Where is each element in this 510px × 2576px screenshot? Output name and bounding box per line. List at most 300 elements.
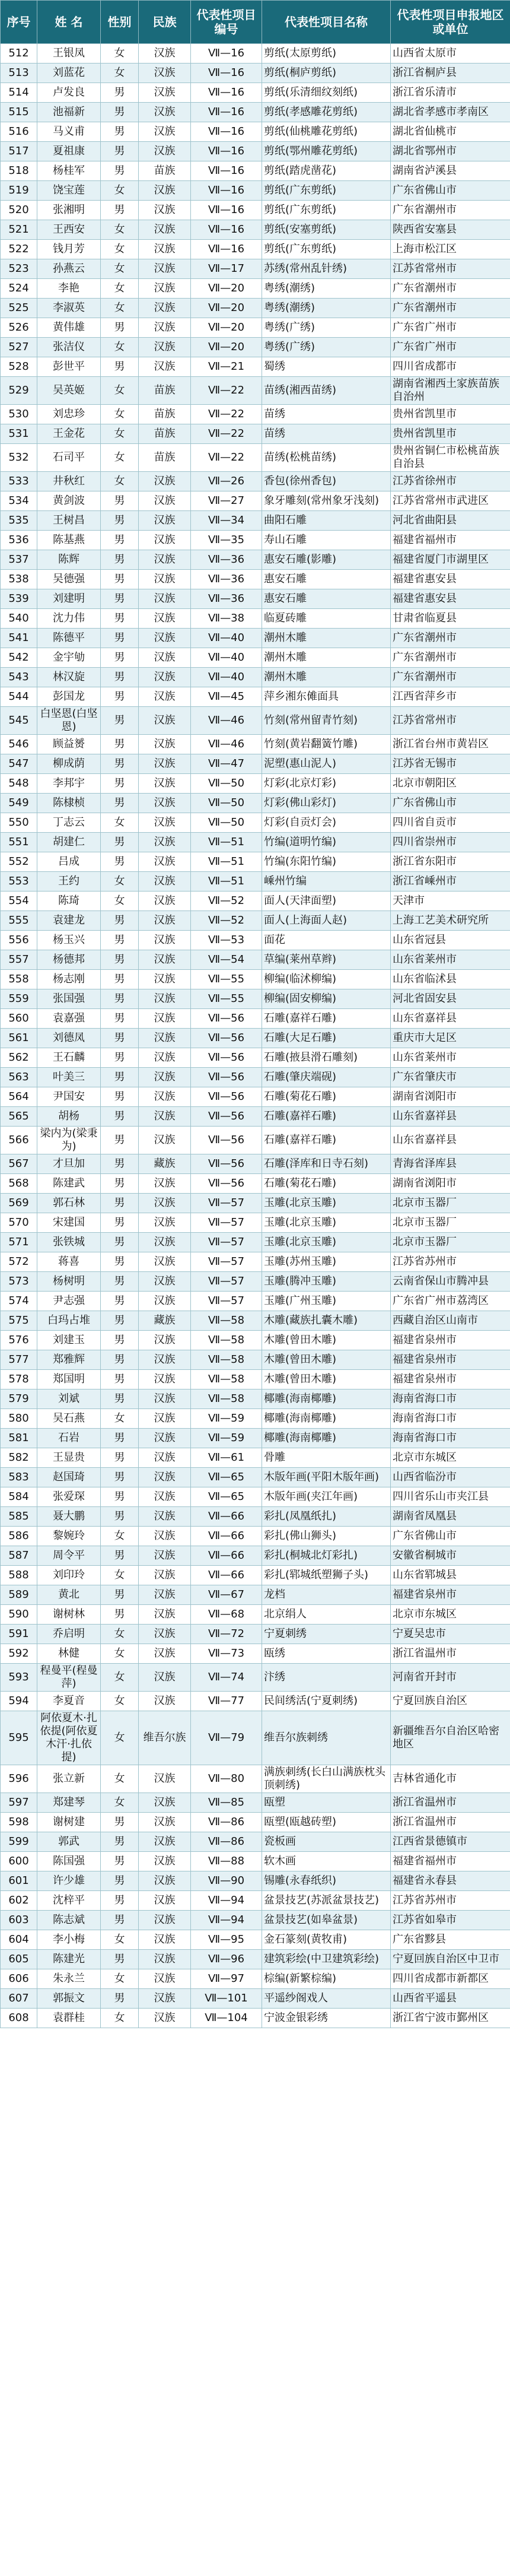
- cell-unit: 浙江省宁波市鄞州区: [391, 2009, 510, 2028]
- cell-unit: 广东省佛山市: [391, 1527, 510, 1546]
- cell-code: Ⅶ—20: [191, 318, 262, 338]
- cell-seq: 599: [1, 1832, 37, 1852]
- cell-gender: 女: [101, 1644, 139, 1664]
- cell-code: Ⅶ—16: [191, 142, 262, 161]
- table-row: [1, 1664, 510, 1692]
- table-row: [1, 1409, 510, 1429]
- table-row: [1, 1350, 510, 1370]
- cell-gender: 男: [101, 1029, 139, 1048]
- cell-code: Ⅶ—27: [191, 491, 262, 511]
- cell-ethnic: 汉族: [139, 774, 191, 794]
- cell-code: Ⅶ—22: [191, 377, 262, 405]
- cell-gender: 女: [101, 338, 139, 357]
- cell-seq: 561: [1, 1029, 37, 1048]
- cell-name: 聂大鹏: [37, 1507, 101, 1527]
- cell-project: 木雕(曾田木雕): [262, 1370, 391, 1389]
- cell-code: Ⅶ—79: [191, 1711, 262, 1765]
- cell-gender: 男: [101, 1871, 139, 1891]
- cell-name: 袁嘉强: [37, 1009, 101, 1029]
- cell-name: 郭振文: [37, 1989, 101, 2009]
- cell-unit: 四川省崇州市: [391, 833, 510, 852]
- cell-seq: 597: [1, 1793, 37, 1813]
- cell-project: 剪纸(乐清细纹刻纸): [262, 83, 391, 103]
- cell-seq: 533: [1, 472, 37, 491]
- cell-project: 苏绣(常州乱针绣): [262, 259, 391, 279]
- cell-project: 灯彩(佛山彩灯): [262, 794, 391, 813]
- cell-name: 周令平: [37, 1546, 101, 1566]
- table-row: [1, 931, 510, 950]
- cell-code: Ⅶ—16: [191, 220, 262, 240]
- table-row: [1, 570, 510, 589]
- cell-name: 柳成荫: [37, 754, 101, 774]
- cell-ethnic: 汉族: [139, 1930, 191, 1950]
- cell-gender: 女: [101, 1793, 139, 1813]
- table-row: [1, 44, 510, 64]
- cell-unit: 新疆维吾尔自治区哈密地区: [391, 1711, 510, 1765]
- cell-name: 金宇劬: [37, 648, 101, 668]
- cell-seq: 548: [1, 774, 37, 794]
- cell-code: Ⅶ—36: [191, 589, 262, 609]
- cell-ethnic: 汉族: [139, 1389, 191, 1409]
- cell-unit: 湖南省浏阳市: [391, 1087, 510, 1107]
- cell-name: 陈建光: [37, 1950, 101, 1969]
- cell-project: 惠安石雕: [262, 570, 391, 589]
- cell-seq: 523: [1, 259, 37, 279]
- cell-gender: 男: [101, 1292, 139, 1311]
- cell-name: 张立新: [37, 1765, 101, 1793]
- cell-unit: 贵州省铜仁市松桃苗族自治县: [391, 444, 510, 472]
- cell-unit: 北京市朝阳区: [391, 774, 510, 794]
- cell-project: 泥塑(惠山泥人): [262, 754, 391, 774]
- cell-name: 李小梅: [37, 1930, 101, 1950]
- cell-ethnic: 汉族: [139, 1107, 191, 1127]
- cell-gender: 女: [101, 813, 139, 833]
- cell-gender: 女: [101, 181, 139, 201]
- cell-name: 石司平: [37, 444, 101, 472]
- cell-ethnic: 汉族: [139, 472, 191, 491]
- cell-gender: 女: [101, 472, 139, 491]
- cell-code: Ⅶ—17: [191, 259, 262, 279]
- cell-name: 陈琦: [37, 892, 101, 911]
- cell-name: 胡杨: [37, 1107, 101, 1127]
- cell-seq: 589: [1, 1585, 37, 1605]
- cell-project: 草编(莱州草辫): [262, 950, 391, 970]
- cell-code: Ⅶ—56: [191, 1087, 262, 1107]
- cell-unit: 广东省潮州市: [391, 648, 510, 668]
- cell-code: Ⅶ—88: [191, 1852, 262, 1871]
- cell-ethnic: 汉族: [139, 1527, 191, 1546]
- cell-gender: 男: [101, 570, 139, 589]
- cell-name: 李淑英: [37, 299, 101, 318]
- cell-name: 杨志刚: [37, 970, 101, 989]
- cell-seq: 536: [1, 531, 37, 550]
- cell-ethnic: 汉族: [139, 872, 191, 892]
- cell-unit: 河北省曲阳县: [391, 511, 510, 531]
- cell-name: 谢树建: [37, 1813, 101, 1832]
- cell-seq: 602: [1, 1891, 37, 1911]
- cell-unit: 北京市玉器厂: [391, 1233, 510, 1252]
- cell-project: 满族刺绣(长白山满族枕头顶刺绣): [262, 1765, 391, 1793]
- cell-project: 苗绣(湘西苗绣): [262, 377, 391, 405]
- cell-gender: 男: [101, 950, 139, 970]
- cell-seq: 587: [1, 1546, 37, 1566]
- cell-name: 郭武: [37, 1832, 101, 1852]
- cell-code: Ⅶ—50: [191, 774, 262, 794]
- cell-code: Ⅶ—20: [191, 279, 262, 299]
- cell-gender: 男: [101, 1107, 139, 1127]
- cell-gender: 男: [101, 648, 139, 668]
- cell-project: 石雕(菊花石雕): [262, 1174, 391, 1194]
- cell-gender: 女: [101, 424, 139, 444]
- cell-name: 郑建琴: [37, 1793, 101, 1813]
- cell-project: 彩扎(佛山狮头): [262, 1527, 391, 1546]
- cell-project: 玉雕(广州玉雕): [262, 1292, 391, 1311]
- cell-seq: 555: [1, 911, 37, 931]
- table-body: [1, 44, 510, 2028]
- table-row: [1, 201, 510, 220]
- cell-gender: 男: [101, 142, 139, 161]
- cell-project: 面人(上海面人赵): [262, 911, 391, 931]
- cell-project: 竹编(东阳竹编): [262, 852, 391, 872]
- cell-ethnic: 汉族: [139, 950, 191, 970]
- cell-ethnic: 汉族: [139, 1644, 191, 1664]
- cell-unit: 山东省莱州市: [391, 1048, 510, 1068]
- table-row: [1, 220, 510, 240]
- table-row: [1, 1174, 510, 1194]
- cell-name: 白玛占堆: [37, 1311, 101, 1331]
- cell-code: Ⅶ—66: [191, 1527, 262, 1546]
- cell-gender: 女: [101, 2009, 139, 2028]
- cell-gender: 男: [101, 1605, 139, 1625]
- table-row: [1, 735, 510, 754]
- cell-project: 宁夏刺绣: [262, 1625, 391, 1644]
- cell-project: 香包(徐州香包): [262, 472, 391, 491]
- cell-unit: 湖南省凤凰县: [391, 1507, 510, 1527]
- cell-unit: 海南省海口市: [391, 1409, 510, 1429]
- cell-ethnic: 汉族: [139, 1969, 191, 1989]
- cell-gender: 男: [101, 852, 139, 872]
- table-row: [1, 1692, 510, 1711]
- cell-seq: 586: [1, 1527, 37, 1546]
- cell-gender: 男: [101, 1448, 139, 1468]
- cell-code: Ⅶ—90: [191, 1871, 262, 1891]
- cell-project: 竹编(道明竹编): [262, 833, 391, 852]
- cell-unit: 广东省佛山市: [391, 181, 510, 201]
- cell-code: Ⅶ—96: [191, 1950, 262, 1969]
- cell-name: 尹国安: [37, 1087, 101, 1107]
- cell-code: Ⅶ—72: [191, 1625, 262, 1644]
- cell-gender: 男: [101, 989, 139, 1009]
- cell-ethnic: 汉族: [139, 491, 191, 511]
- cell-project: 粤绣(广绣): [262, 338, 391, 357]
- table-row: [1, 1448, 510, 1468]
- table-row: [1, 1950, 510, 1969]
- cell-code: Ⅶ—58: [191, 1331, 262, 1350]
- cell-unit: 贵州省凯里市: [391, 405, 510, 424]
- cell-seq: 540: [1, 609, 37, 629]
- cell-code: Ⅶ—47: [191, 754, 262, 774]
- cell-project: 平遥纱阁戏人: [262, 1989, 391, 2009]
- cell-name: 王树昌: [37, 511, 101, 531]
- cell-code: Ⅶ—56: [191, 1029, 262, 1048]
- cell-code: Ⅶ—21: [191, 357, 262, 377]
- cell-seq: 585: [1, 1507, 37, 1527]
- cell-name: 刘印玲: [37, 1566, 101, 1585]
- cell-project: 石雕(嘉祥石雕): [262, 1009, 391, 1029]
- cell-ethnic: 汉族: [139, 103, 191, 122]
- cell-unit: 浙江省嵊州市: [391, 872, 510, 892]
- cell-project: 瓯绣: [262, 1644, 391, 1664]
- cell-code: Ⅶ—104: [191, 2009, 262, 2028]
- table-row: [1, 1331, 510, 1350]
- table-row: [1, 1429, 510, 1448]
- cell-project: 彩扎(凤凰纸扎): [262, 1507, 391, 1527]
- cell-name: 杨树明: [37, 1272, 101, 1292]
- cell-project: 石雕(泽库和日寺石刻): [262, 1154, 391, 1174]
- cell-code: Ⅶ—74: [191, 1664, 262, 1692]
- cell-ethnic: 汉族: [139, 1989, 191, 2009]
- cell-code: Ⅶ—58: [191, 1389, 262, 1409]
- cell-gender: 男: [101, 1048, 139, 1068]
- cell-project: 石雕(掖县滑石雕刻): [262, 1048, 391, 1068]
- cell-project: 玉雕(北京玉雕): [262, 1194, 391, 1213]
- cell-seq: 564: [1, 1087, 37, 1107]
- cell-ethnic: 汉族: [139, 318, 191, 338]
- cell-project: 粤绣(潮绣): [262, 279, 391, 299]
- cell-code: Ⅶ—55: [191, 970, 262, 989]
- table-row: [1, 424, 510, 444]
- cell-gender: 男: [101, 83, 139, 103]
- cell-project: 苗绣: [262, 424, 391, 444]
- cell-unit: 江苏省苏州市: [391, 1252, 510, 1272]
- cell-unit: 浙江省温州市: [391, 1813, 510, 1832]
- cell-name: 梁内为(梁秉为): [37, 1127, 101, 1154]
- cell-seq: 538: [1, 570, 37, 589]
- cell-code: Ⅶ—46: [191, 735, 262, 754]
- cell-code: Ⅶ—58: [191, 1350, 262, 1370]
- cell-code: Ⅶ—85: [191, 1793, 262, 1813]
- cell-unit: 江苏省常州市武进区: [391, 491, 510, 511]
- cell-unit: 四川省乐山市夹江县: [391, 1487, 510, 1507]
- cell-gender: 男: [101, 491, 139, 511]
- cell-unit: 福建省永春县: [391, 1871, 510, 1891]
- cell-project: 石雕(菊花石雕): [262, 1087, 391, 1107]
- cell-project: 剪纸(孝感雕花剪纸): [262, 103, 391, 122]
- cell-gender: 男: [101, 1068, 139, 1087]
- cell-ethnic: 汉族: [139, 122, 191, 142]
- cell-project: 竹刻(常州留青竹刻): [262, 707, 391, 735]
- cell-code: Ⅶ—40: [191, 629, 262, 648]
- cell-unit: 湖南省浏阳市: [391, 1174, 510, 1194]
- cell-unit: 浙江省东阳市: [391, 852, 510, 872]
- cell-seq: 591: [1, 1625, 37, 1644]
- cell-gender: 男: [101, 1127, 139, 1154]
- cell-unit: 山东省临沭县: [391, 970, 510, 989]
- cell-gender: 女: [101, 64, 139, 83]
- cell-code: Ⅶ—16: [191, 201, 262, 220]
- cell-gender: 男: [101, 201, 139, 220]
- cell-name: 黄剑波: [37, 491, 101, 511]
- cell-ethnic: 汉族: [139, 1194, 191, 1213]
- cell-seq: 590: [1, 1605, 37, 1625]
- cell-gender: 女: [101, 444, 139, 472]
- cell-ethnic: 苗族: [139, 444, 191, 472]
- cell-project: 骨雕: [262, 1448, 391, 1468]
- table-row: [1, 629, 510, 648]
- cell-gender: 女: [101, 1969, 139, 1989]
- cell-name: 沈力伟: [37, 609, 101, 629]
- table-row: [1, 2009, 510, 2028]
- cell-name: 王西安: [37, 220, 101, 240]
- cell-code: Ⅶ—86: [191, 1832, 262, 1852]
- cell-name: 袁群桂: [37, 2009, 101, 2028]
- cell-code: Ⅶ—56: [191, 1174, 262, 1194]
- cell-seq: 566: [1, 1127, 37, 1154]
- cell-gender: 男: [101, 629, 139, 648]
- cell-seq: 562: [1, 1048, 37, 1068]
- table-row: [1, 1029, 510, 1048]
- cell-ethnic: 汉族: [139, 668, 191, 687]
- cell-seq: 593: [1, 1664, 37, 1692]
- cell-ethnic: 汉族: [139, 754, 191, 774]
- cell-name: 卢发良: [37, 83, 101, 103]
- cell-code: Ⅶ—94: [191, 1911, 262, 1930]
- cell-ethnic: 汉族: [139, 357, 191, 377]
- cell-gender: 男: [101, 1272, 139, 1292]
- cell-gender: 男: [101, 550, 139, 570]
- cell-seq: 515: [1, 103, 37, 122]
- cell-name: 尹志强: [37, 1292, 101, 1311]
- cell-ethnic: 汉族: [139, 1546, 191, 1566]
- cell-name: 胡建仁: [37, 833, 101, 852]
- cell-unit: 北京市玉器厂: [391, 1194, 510, 1213]
- cell-name: 才旦加: [37, 1154, 101, 1174]
- cell-ethnic: 苗族: [139, 424, 191, 444]
- table-row: [1, 1292, 510, 1311]
- cell-seq: 544: [1, 687, 37, 707]
- table-row: [1, 1233, 510, 1252]
- cell-project: 剪纸(桐庐剪纸): [262, 64, 391, 83]
- cell-name: 张国强: [37, 989, 101, 1009]
- cell-name: 夏祖康: [37, 142, 101, 161]
- cell-code: Ⅶ—56: [191, 1107, 262, 1127]
- cell-name: 丁志云: [37, 813, 101, 833]
- table-row: [1, 1087, 510, 1107]
- cell-project: 软木画: [262, 1852, 391, 1871]
- cell-project: 石雕(大足石雕): [262, 1029, 391, 1048]
- cell-project: 木版年画(夹江年画): [262, 1487, 391, 1507]
- cell-name: 黄伟雄: [37, 318, 101, 338]
- cell-ethnic: 汉族: [139, 1664, 191, 1692]
- cell-unit: 重庆市大足区: [391, 1029, 510, 1048]
- cell-unit: 天津市: [391, 892, 510, 911]
- table-row: [1, 1068, 510, 1087]
- cell-unit: 浙江省乐清市: [391, 83, 510, 103]
- cell-unit: 湖北省鄂州市: [391, 142, 510, 161]
- table-row: [1, 813, 510, 833]
- table-row: [1, 794, 510, 813]
- cell-project: 维吾尔族刺绣: [262, 1711, 391, 1765]
- cell-seq: 522: [1, 240, 37, 259]
- cell-project: 木雕(藏族扎囊木雕): [262, 1311, 391, 1331]
- cell-project: 彩扎(桐城北灯彩扎): [262, 1546, 391, 1566]
- cell-seq: 603: [1, 1911, 37, 1930]
- cell-seq: 608: [1, 2009, 37, 2028]
- cell-gender: 男: [101, 1950, 139, 1969]
- cell-gender: 男: [101, 1911, 139, 1930]
- cell-ethnic: 汉族: [139, 2009, 191, 2028]
- cell-unit: 山东省冠县: [391, 931, 510, 950]
- cell-unit: 北京市东城区: [391, 1605, 510, 1625]
- cell-code: Ⅶ—57: [191, 1272, 262, 1292]
- table-row: [1, 299, 510, 318]
- cell-ethnic: 汉族: [139, 833, 191, 852]
- cell-name: 孙燕云: [37, 259, 101, 279]
- cell-code: Ⅶ—51: [191, 852, 262, 872]
- cell-code: Ⅶ—16: [191, 122, 262, 142]
- cell-name: 彭世平: [37, 357, 101, 377]
- cell-unit: 广东省潮州市: [391, 299, 510, 318]
- cell-code: Ⅶ—16: [191, 240, 262, 259]
- cell-ethnic: 汉族: [139, 648, 191, 668]
- cell-name: 朱永兰: [37, 1969, 101, 1989]
- table-row: [1, 1711, 510, 1765]
- cell-ethnic: 汉族: [139, 338, 191, 357]
- cell-gender: 女: [101, 1625, 139, 1644]
- cell-project: 潮州木雕: [262, 668, 391, 687]
- cell-ethnic: 藏族: [139, 1311, 191, 1331]
- cell-seq: 563: [1, 1068, 37, 1087]
- table-row: [1, 161, 510, 181]
- cell-ethnic: 汉族: [139, 989, 191, 1009]
- header-unit: 代表性项目申报地区或单位: [391, 1, 510, 44]
- cell-project: 灯彩(北京灯彩): [262, 774, 391, 794]
- cell-gender: 男: [101, 1213, 139, 1233]
- cell-unit: 江苏省徐州市: [391, 472, 510, 491]
- cell-name: 沈梓平: [37, 1891, 101, 1911]
- cell-code: Ⅶ—35: [191, 531, 262, 550]
- cell-code: Ⅶ—77: [191, 1692, 262, 1711]
- cell-name: 刘建明: [37, 589, 101, 609]
- cell-ethnic: 汉族: [139, 1087, 191, 1107]
- cell-seq: 565: [1, 1107, 37, 1127]
- table-row: [1, 1507, 510, 1527]
- cell-unit: 广东省肇庆市: [391, 1068, 510, 1087]
- table-row: [1, 1891, 510, 1911]
- cell-gender: 男: [101, 668, 139, 687]
- cell-seq: 543: [1, 668, 37, 687]
- cell-ethnic: 汉族: [139, 1009, 191, 1029]
- cell-unit: 广东省潮州市: [391, 629, 510, 648]
- cell-unit: 湖北省仙桃市: [391, 122, 510, 142]
- cell-project: 柳编(临沭柳编): [262, 970, 391, 989]
- cell-seq: 514: [1, 83, 37, 103]
- cell-gender: 男: [101, 707, 139, 735]
- cell-ethnic: 汉族: [139, 1331, 191, 1350]
- cell-gender: 男: [101, 511, 139, 531]
- table-row: [1, 1605, 510, 1625]
- cell-ethnic: 汉族: [139, 1813, 191, 1832]
- cell-name: 王金花: [37, 424, 101, 444]
- cell-name: 顾益赟: [37, 735, 101, 754]
- cell-gender: 男: [101, 318, 139, 338]
- table-row: [1, 989, 510, 1009]
- cell-code: Ⅶ—101: [191, 1989, 262, 2009]
- cell-gender: 女: [101, 377, 139, 405]
- cell-project: 潮州木雕: [262, 648, 391, 668]
- cell-project: 木雕(曾田木雕): [262, 1350, 391, 1370]
- cell-unit: 吉林省通化市: [391, 1765, 510, 1793]
